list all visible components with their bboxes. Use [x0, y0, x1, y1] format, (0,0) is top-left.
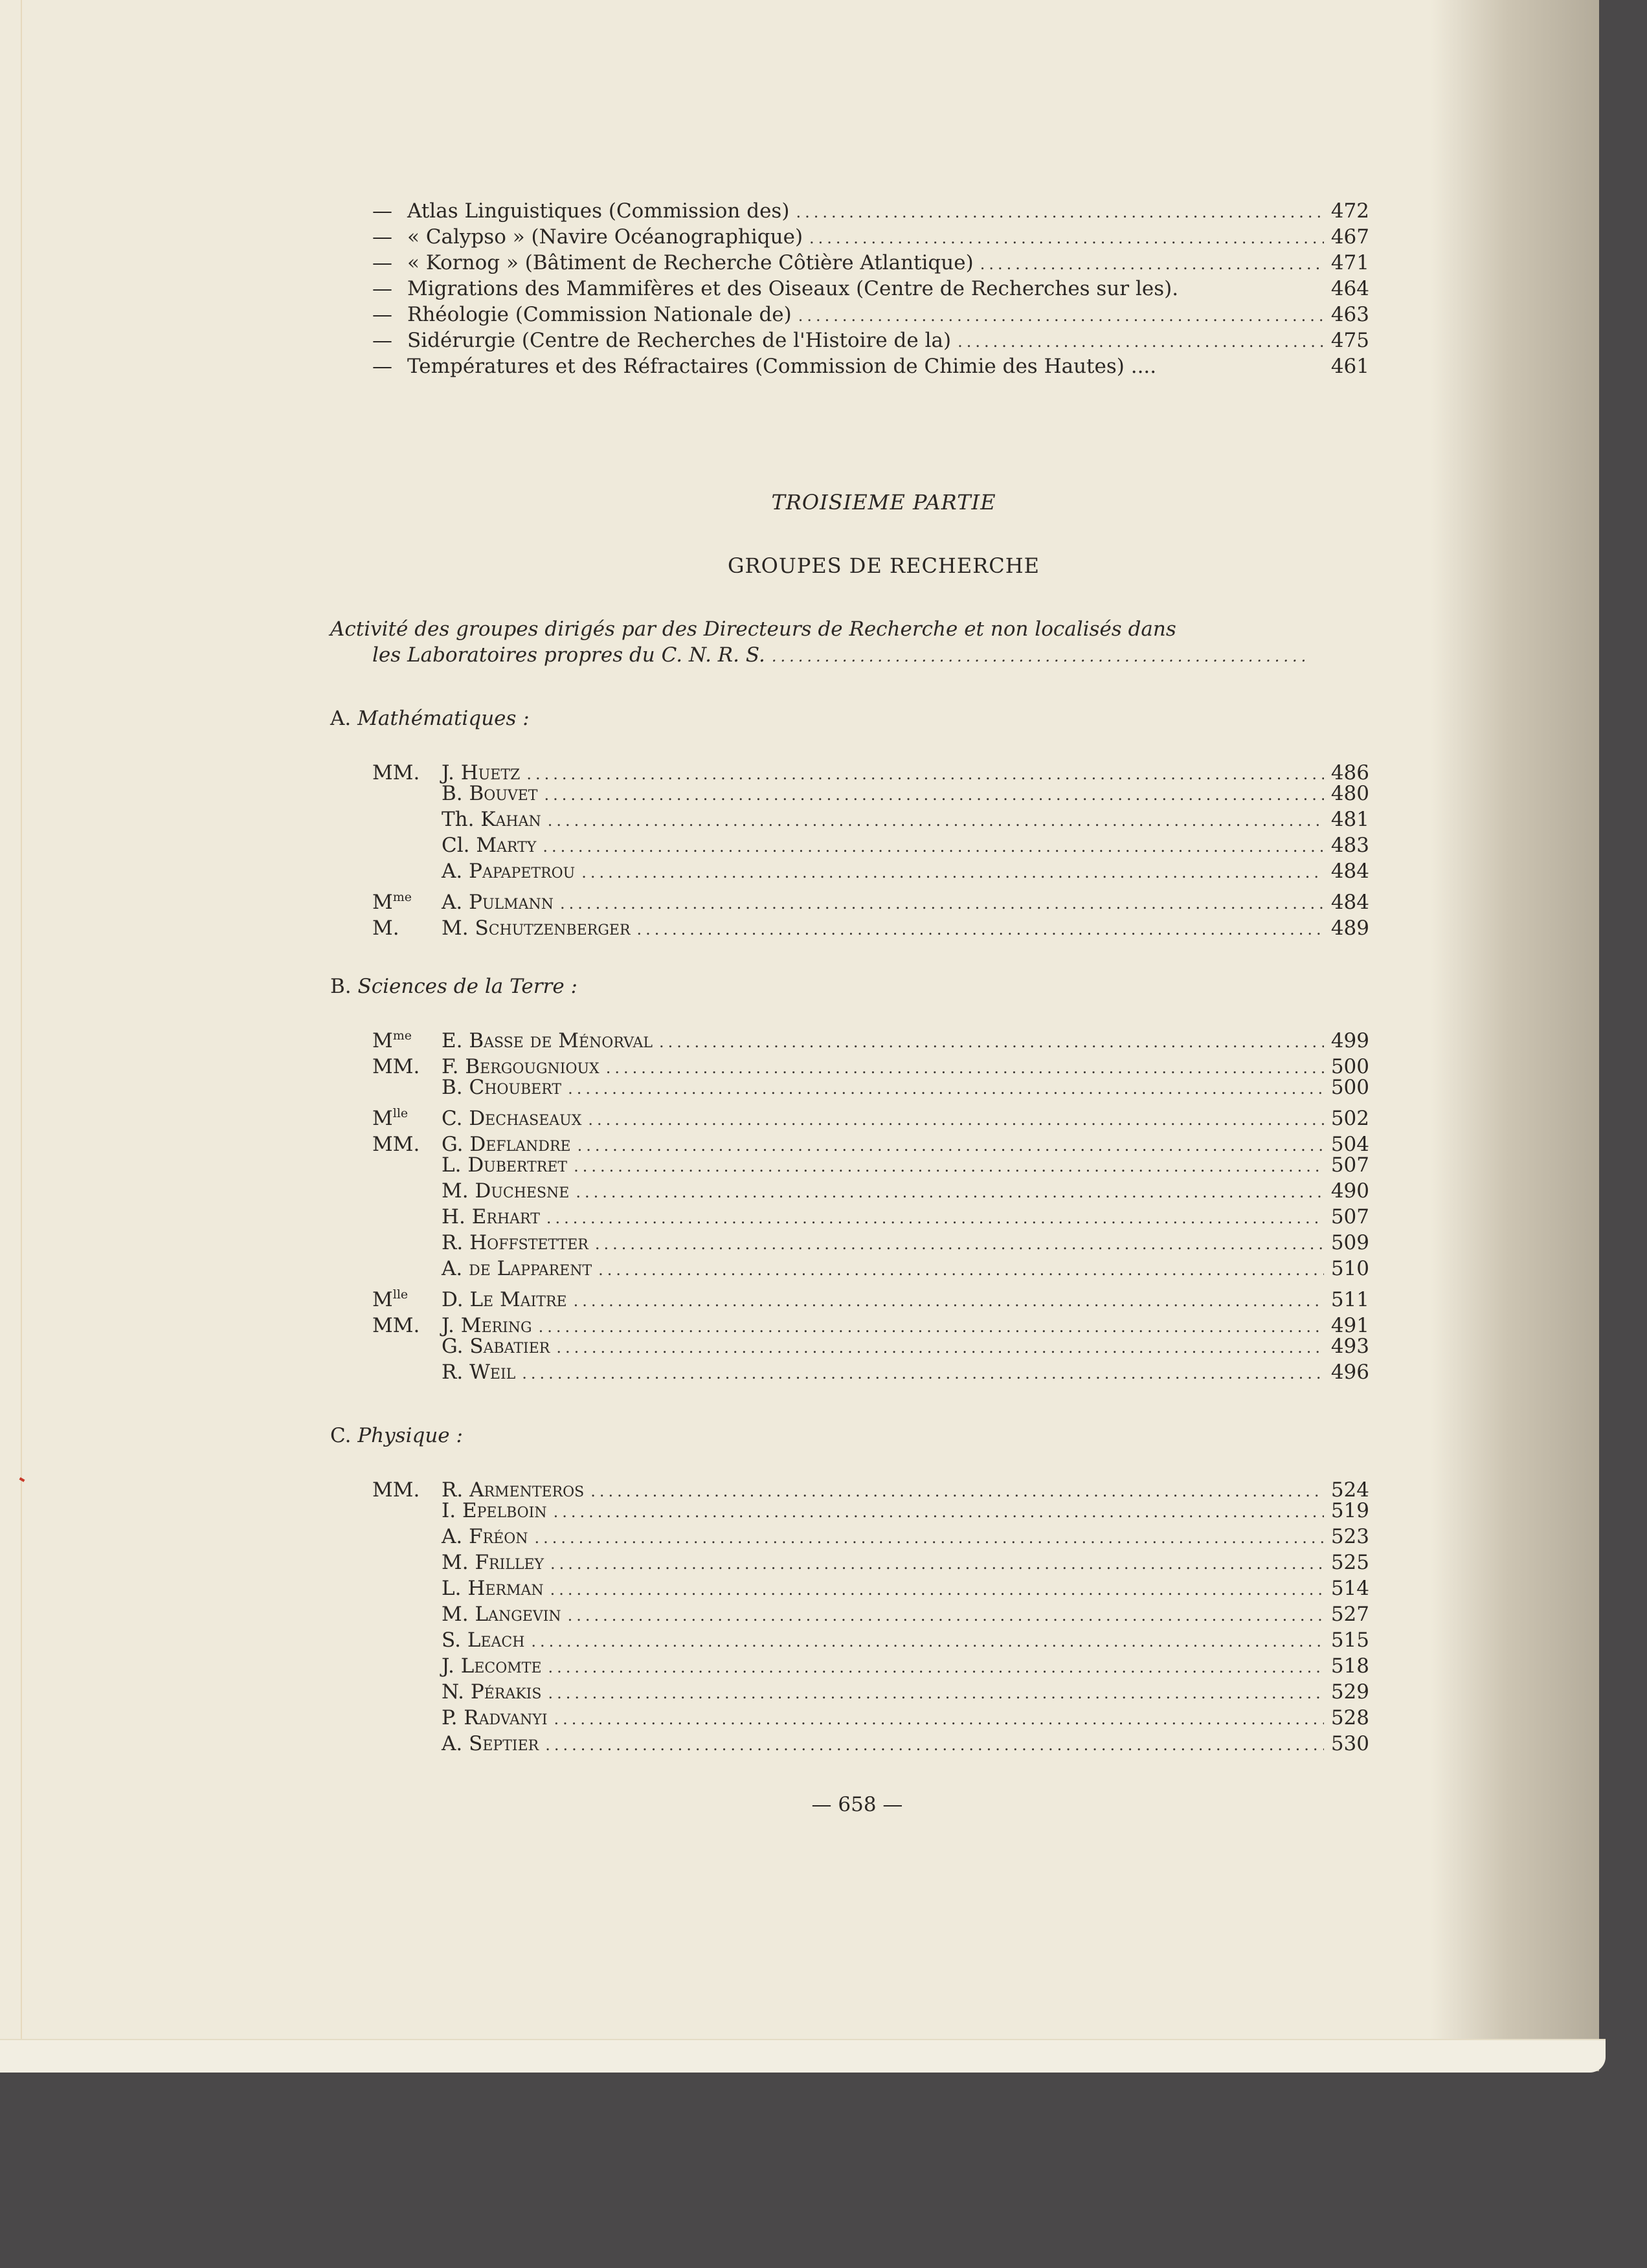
member-initial: G. — [442, 1335, 464, 1358]
member-entry — [372, 1023, 1369, 1052]
red-ink-mark — [19, 1477, 25, 1482]
member-page-number: 483 — [1330, 834, 1369, 857]
entry-label: Atlas Linguistiques (Commission des) — [407, 199, 790, 223]
member-page-number: 496 — [1330, 1361, 1369, 1384]
member-initial: L. — [442, 1577, 462, 1600]
section-title: GROUPES DE RECHERCHE — [727, 553, 1040, 578]
group-member-list — [372, 1472, 1369, 1757]
member-initial: E. — [442, 1029, 463, 1052]
member-initial: A. — [442, 1257, 463, 1280]
page-bottom-edge — [0, 2039, 1606, 2073]
member-entry — [372, 781, 1369, 806]
member-name: Huetz — [460, 761, 521, 784]
group-heading — [330, 973, 1369, 999]
intro-paragraph — [330, 616, 1350, 668]
group-title: Mathématiques : — [357, 707, 530, 730]
member-entry — [372, 1359, 1369, 1385]
member-name: Septier — [469, 1732, 539, 1755]
dot-leader — [958, 329, 1324, 355]
member-entry — [372, 1524, 1369, 1550]
continued-index-entries — [372, 198, 1369, 379]
entry-label: Migrations des Mammifères et des Oiseaux (Centre de Recherches sur les). — [407, 277, 1179, 300]
entry-label: Températures et des Réfractaires (Commission de Chimie des Hautes) .... — [407, 355, 1157, 378]
em-dash: — — [372, 225, 392, 249]
em-dash: — — [372, 251, 392, 274]
em-dash: — — [372, 199, 392, 223]
member-initial: S. — [442, 1629, 461, 1652]
member-name: Le Maitre — [469, 1288, 567, 1311]
member-initial: B. — [442, 1076, 463, 1099]
member-name: Sabatier — [469, 1335, 550, 1358]
member-name: Langevin — [475, 1603, 561, 1626]
member-page-number: 502 — [1330, 1107, 1369, 1130]
member-page-number: 507 — [1330, 1153, 1369, 1177]
dot-leader — [588, 1107, 1324, 1133]
member-initial: R. — [442, 1231, 464, 1254]
member-initial: Cl. — [442, 834, 470, 857]
member-name: de Lapparent — [469, 1257, 592, 1280]
dot-leader — [548, 1680, 1324, 1706]
member-entry — [372, 1601, 1369, 1627]
entry-page-number: 464 — [1330, 277, 1369, 300]
intro-line-2-text: les Laboratoires propres du C. N. R. S. — [372, 643, 765, 667]
member-initial: D. — [442, 1288, 464, 1311]
member-initial: B. — [442, 782, 463, 805]
entry-page-number: 475 — [1330, 329, 1369, 352]
honorific-superscript: me — [392, 1028, 412, 1043]
honorific-text: M — [372, 1288, 393, 1311]
member-entry — [372, 755, 1369, 784]
index-entry — [372, 198, 1369, 224]
member-entry — [372, 1679, 1369, 1705]
dot-leader — [560, 891, 1324, 917]
honorific-superscript: me — [392, 890, 412, 904]
member-entry — [372, 1204, 1369, 1230]
dot-leader — [554, 1706, 1324, 1732]
dot-leader — [598, 1257, 1324, 1283]
member-initial: N. — [442, 1680, 464, 1704]
dot-leader — [809, 225, 1324, 251]
em-dash: — — [372, 303, 392, 326]
dot-leader — [548, 808, 1324, 834]
member-name: Fréon — [469, 1525, 528, 1548]
binding-shadow — [1431, 0, 1599, 2071]
member-initial: A. — [442, 860, 463, 883]
dot-leader — [550, 1551, 1324, 1577]
member-initial: F. — [442, 1055, 459, 1078]
dot-leader — [568, 1603, 1324, 1629]
entry-label: Rhéologie (Commission Nationale de) — [407, 303, 792, 326]
member-name: Armenteros — [469, 1478, 585, 1502]
index-entry — [372, 302, 1369, 328]
member-name: Pérakis — [470, 1680, 542, 1704]
member-name: Dechaseaux — [469, 1107, 582, 1130]
dot-leader — [531, 1629, 1324, 1654]
member-page-number: 491 — [1330, 1314, 1369, 1337]
group-title: Sciences de la Terre : — [357, 975, 577, 998]
intro-line-1: Activité des groupes dirigés par des Directeurs de Recherche et non localisés dans — [330, 617, 1176, 641]
dot-leader — [522, 1361, 1324, 1386]
member-initial: M. — [442, 1179, 469, 1203]
member-name: Papapetrou — [469, 860, 576, 883]
member-entry — [372, 806, 1369, 832]
member-page-number: 500 — [1330, 1055, 1369, 1078]
member-page-number: 484 — [1330, 891, 1369, 914]
em-dash: — — [372, 277, 392, 300]
page-footer — [0, 1793, 1647, 1816]
index-entry — [372, 250, 1369, 276]
member-initial: H. — [442, 1205, 465, 1228]
member-name: Epelboin — [462, 1499, 547, 1522]
member-name: Herman — [467, 1577, 544, 1600]
member-name: Choubert — [469, 1076, 562, 1099]
member-initial: R. — [442, 1361, 464, 1384]
member-initial: A. — [442, 1732, 463, 1755]
member-initial: I. — [442, 1499, 456, 1522]
member-initial: C. — [442, 1107, 463, 1130]
entry-page-number: 463 — [1330, 303, 1369, 326]
member-entry — [372, 1230, 1369, 1256]
member-page-number: 500 — [1330, 1076, 1369, 1099]
member-entry — [372, 1705, 1369, 1731]
member-initial: P. — [442, 1706, 458, 1729]
group-heading — [330, 706, 1369, 731]
member-page-number: 493 — [1330, 1335, 1369, 1358]
member-page-number: 507 — [1330, 1205, 1369, 1228]
honorific-text: M — [372, 1107, 393, 1130]
research-groups — [330, 706, 1369, 1757]
intro-line-2 — [330, 642, 1350, 668]
member-page-number: 486 — [1330, 761, 1369, 784]
member-entry — [372, 858, 1369, 884]
member-entry — [372, 1100, 1369, 1130]
member-page-number: 528 — [1330, 1706, 1369, 1729]
entry-label: Sidérurgie (Centre de Recherches de l'Histoire de la) — [407, 329, 952, 352]
member-name: Kahan — [480, 808, 541, 831]
dot-leader — [545, 1732, 1324, 1758]
member-name: Deflandre — [469, 1133, 571, 1156]
member-page-number: 504 — [1330, 1133, 1369, 1156]
member-initial: M. — [442, 1603, 469, 1626]
group-letter: C. — [330, 1424, 352, 1447]
dot-leader — [574, 1288, 1324, 1314]
group-heading — [330, 1423, 1369, 1449]
entry-label: « Kornog » (Bâtiment de Recherche Côtière Atlantique) — [407, 251, 974, 274]
member-name: Marty — [476, 834, 537, 857]
dot-leader — [980, 251, 1324, 277]
member-initial: A. — [442, 1525, 463, 1548]
index-entry — [372, 353, 1369, 379]
dot-leader — [772, 643, 1305, 669]
member-page-number: 530 — [1330, 1732, 1369, 1755]
member-page-number: 529 — [1330, 1680, 1369, 1704]
dot-leader — [543, 834, 1324, 860]
member-entry — [372, 1627, 1369, 1653]
index-entry — [372, 276, 1369, 302]
member-name: Weil — [469, 1361, 516, 1384]
member-page-number: 489 — [1330, 917, 1369, 940]
dot-leader — [546, 1205, 1324, 1231]
member-page-number: 514 — [1330, 1577, 1369, 1600]
member-name: Leach — [467, 1629, 525, 1652]
page-stack-edge — [21, 0, 22, 2039]
member-initial: A. — [442, 891, 463, 914]
member-entry — [372, 1282, 1369, 1311]
group-title: Physique : — [357, 1424, 463, 1447]
entry-page-number: 472 — [1330, 199, 1369, 223]
member-entry — [372, 1178, 1369, 1204]
member-page-number: 524 — [1330, 1478, 1369, 1502]
member-initial: L. — [442, 1153, 462, 1177]
dot-leader — [576, 1179, 1324, 1205]
member-name: Erhart — [471, 1205, 540, 1228]
member-page-number: 518 — [1330, 1654, 1369, 1678]
dot-leader — [554, 1499, 1324, 1525]
honorific-superscript: lle — [392, 1106, 409, 1120]
dot-leader — [568, 1076, 1324, 1102]
member-page-number: 527 — [1330, 1603, 1369, 1626]
member-entry — [372, 1333, 1369, 1359]
honorific-text: MM. — [372, 761, 420, 784]
index-content — [330, 198, 1369, 1757]
member-entry — [372, 832, 1369, 858]
entry-page-number: 461 — [1330, 355, 1369, 378]
member-page-number: 510 — [1330, 1257, 1369, 1280]
entry-label: « Calypso » (Navire Océanographique) — [407, 225, 803, 249]
honorific-text: M — [372, 1029, 393, 1052]
member-entry — [372, 1472, 1369, 1502]
member-entry — [372, 1575, 1369, 1601]
member-entry — [372, 1731, 1369, 1757]
member-entry — [372, 884, 1369, 914]
member-initial: M. — [442, 917, 469, 940]
member-name: Bouvet — [469, 782, 538, 805]
member-name: Radvanyi — [464, 1706, 548, 1729]
dot-leader — [798, 303, 1324, 329]
member-entry — [372, 1074, 1369, 1100]
member-page-number: 523 — [1330, 1525, 1369, 1548]
member-name: Schutzenberger — [475, 917, 631, 940]
member-name: Basse de Ménorval — [469, 1029, 653, 1052]
member-initial: J. — [442, 761, 454, 784]
group-letter: A. — [330, 707, 352, 730]
member-entry — [372, 1498, 1369, 1524]
dot-leader — [581, 860, 1324, 885]
member-page-number: 519 — [1330, 1499, 1369, 1522]
honorific-text: MM. — [372, 1055, 420, 1078]
honorific-text: MM. — [372, 1478, 420, 1502]
member-page-number: 499 — [1330, 1029, 1369, 1052]
member-entry — [372, 1550, 1369, 1575]
group-letter: B. — [330, 975, 352, 998]
dot-leader — [535, 1525, 1324, 1551]
member-name: Dubertret — [467, 1153, 568, 1177]
entry-page-number: 471 — [1330, 251, 1369, 274]
member-entry — [372, 1653, 1369, 1679]
member-name: Mering — [460, 1314, 532, 1337]
em-dash: — — [372, 329, 392, 352]
member-name: Duchesne — [475, 1179, 570, 1203]
group-member-list — [372, 1023, 1369, 1385]
honorific-text: M. — [372, 917, 399, 940]
member-name: Hoffstetter — [469, 1231, 588, 1254]
member-initial: R. — [442, 1478, 464, 1502]
honorific-text: MM. — [372, 1133, 420, 1156]
dot-leader — [796, 199, 1324, 225]
honorific-superscript: lle — [392, 1287, 409, 1302]
dot-leader — [548, 1654, 1324, 1680]
member-name: Bergougnioux — [465, 1055, 599, 1078]
em-dash: — — [372, 355, 392, 378]
dot-leader — [659, 1029, 1324, 1055]
dot-leader — [556, 1335, 1324, 1361]
member-entry — [372, 1256, 1369, 1282]
member-page-number: 490 — [1330, 1179, 1369, 1203]
entry-page-number: 467 — [1330, 225, 1369, 249]
member-page-number: 511 — [1330, 1288, 1369, 1311]
page-number: — 658 — — [811, 1793, 903, 1816]
part-title: TROISIEME PARTIE — [771, 490, 996, 515]
dot-leader — [544, 782, 1324, 808]
dot-leader — [574, 1153, 1324, 1179]
member-initial: G. — [442, 1133, 464, 1156]
group-member-list — [372, 755, 1369, 940]
dot-leader — [550, 1577, 1324, 1603]
index-entry — [372, 224, 1369, 250]
member-page-number: 509 — [1330, 1231, 1369, 1254]
index-entry — [372, 328, 1369, 353]
member-initial: M. — [442, 1551, 469, 1574]
member-name: Pulmann — [469, 891, 554, 914]
dot-leader — [637, 917, 1324, 942]
member-initial: Th. — [442, 808, 475, 831]
honorific-text: MM. — [372, 1314, 420, 1337]
member-name: Lecomte — [460, 1654, 542, 1678]
member-entry — [372, 1152, 1369, 1178]
member-initial: J. — [442, 1654, 454, 1678]
honorific — [372, 910, 442, 941]
member-initial: J. — [442, 1314, 454, 1337]
member-name: Frilley — [475, 1551, 544, 1574]
member-page-number: 481 — [1330, 808, 1369, 831]
member-page-number: 480 — [1330, 782, 1369, 805]
dot-leader — [595, 1231, 1324, 1257]
member-page-number: 515 — [1330, 1629, 1369, 1652]
honorific-text: M — [372, 891, 393, 914]
member-page-number: 525 — [1330, 1551, 1369, 1574]
member-page-number: 484 — [1330, 860, 1369, 883]
